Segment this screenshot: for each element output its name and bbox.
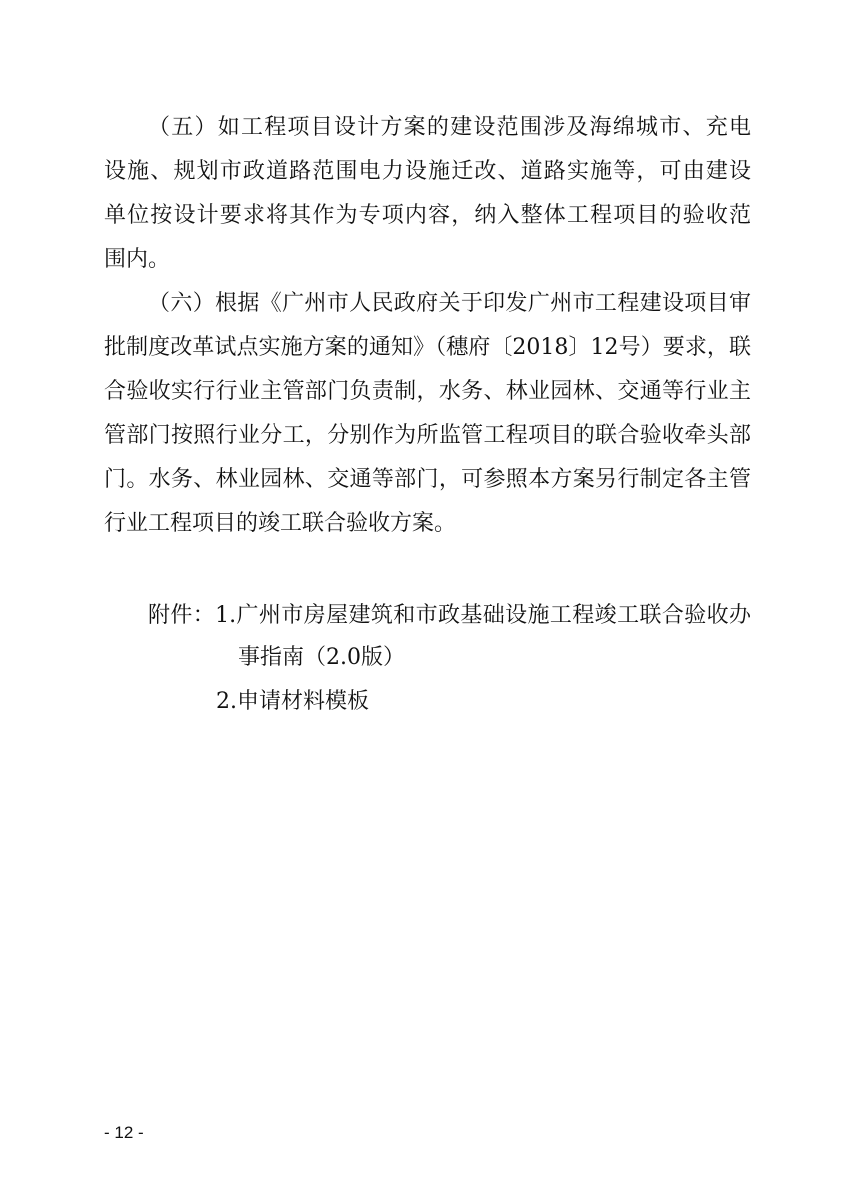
paragraph-5-text: 设施、规划市政道路范围电力设施迁改、道路实施等，可由建设 (104, 159, 751, 184)
paragraph-5-line (0, 196, 847, 236)
paragraph-6-line (0, 504, 847, 544)
paragraph-6-line (0, 284, 847, 324)
paragraph-5-text: 单位按设计要求将其作为专项内容，纳入整体工程项目的验收范 (104, 203, 751, 228)
attachments-line (0, 596, 847, 636)
paragraph-6-text: （六）根据《广州市人民政府关于印发广州市工程建设项目审 (148, 291, 751, 316)
paragraph-6-text: 管部门按照行业分工，分别作为所监管工程项目的联合验收牵头部 (104, 423, 751, 448)
paragraph-6-line (0, 328, 847, 368)
paragraph-6-text: 行业工程项目的竣工联合验收方案。 (104, 511, 457, 536)
paragraph-5-line (0, 240, 847, 280)
page-number: - 12 - (104, 1123, 144, 1142)
attachments-line (0, 682, 847, 722)
attachment-2-text: 2.申请材料模板 (216, 689, 369, 714)
paragraph-5-line (0, 152, 847, 192)
paragraph-6-line (0, 372, 847, 412)
paragraph-6-text: 批制度改革试点实施方案的通知》（穗府〔2018〕12号）要求，联 (104, 335, 751, 360)
paragraph-5-line (0, 108, 847, 148)
attachment-1-continuation: 事指南（2.0版） (238, 645, 405, 670)
paragraph-6-text: 合验收实行行业主管部门负责制，水务、林业园林、交通等行业主 (104, 379, 751, 404)
paragraph-6-text: 门。水务、林业园林、交通等部门，可参照本方案另行制定各主管 (104, 467, 751, 492)
paragraph-5-text: 围内。 (104, 247, 171, 272)
paragraph-6-line (0, 416, 847, 456)
attachment-1-text: 附件：1.广州市房屋建筑和市政基础设施工程竣工联合验收办 (148, 603, 751, 628)
attachments-line (0, 638, 847, 678)
paragraph-6-line (0, 460, 847, 500)
paragraph-5-text: （五）如工程项目设计方案的建设范围涉及海绵城市、充电 (148, 115, 751, 140)
